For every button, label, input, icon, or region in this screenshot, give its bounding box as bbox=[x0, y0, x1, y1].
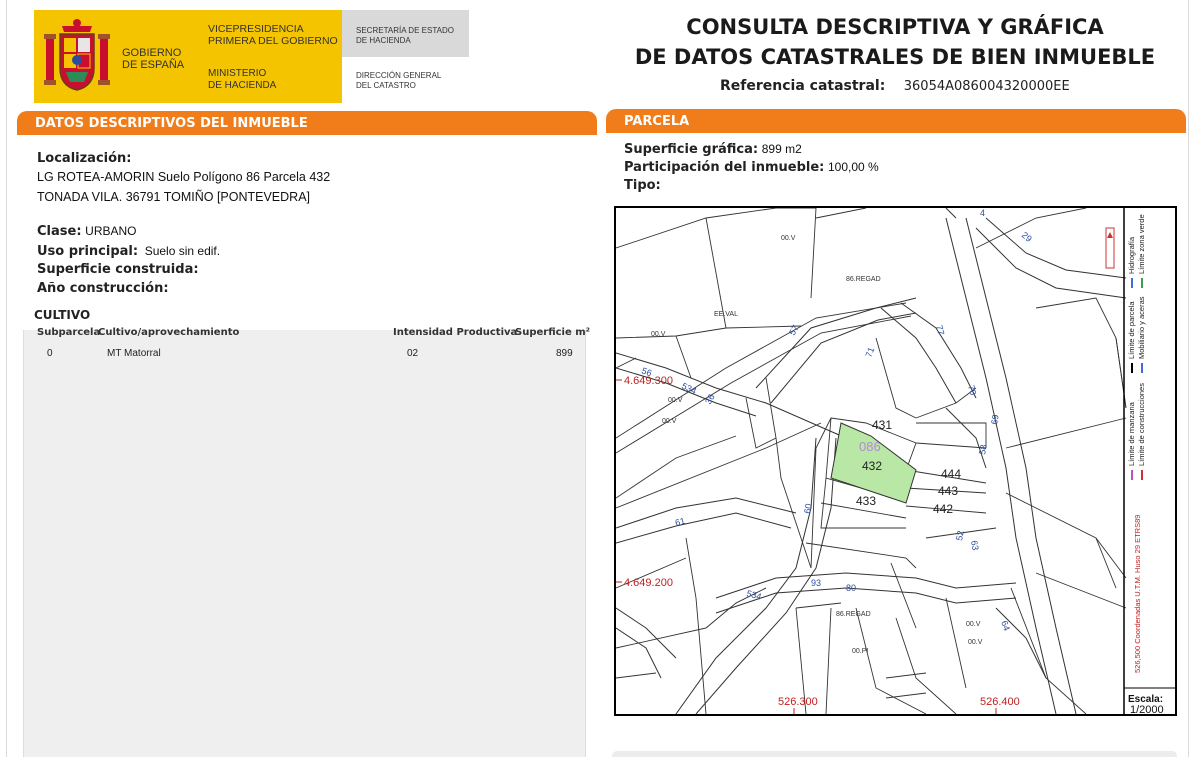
legend-limite-parcela: Límite de parcela bbox=[1127, 301, 1136, 359]
participacion-value: 100,00 % bbox=[827, 160, 879, 174]
parcel-443-label: 443 bbox=[938, 484, 959, 498]
road-label: 57 bbox=[787, 323, 801, 337]
landuse-label: 00.V bbox=[651, 331, 666, 338]
anio-construccion-label: Año construcción: bbox=[37, 281, 169, 296]
road-label: 71 bbox=[863, 345, 877, 359]
reference-row bbox=[720, 78, 1070, 94]
title-line1: CONSULTA DESCRIPTIVA Y GRÁFICA bbox=[686, 15, 1104, 39]
landuse-label: 00.V bbox=[968, 639, 983, 646]
coord-y-top: 4.649.300 bbox=[624, 375, 673, 387]
coat-of-arms-icon bbox=[44, 18, 110, 94]
clase-value: URBANO bbox=[85, 224, 137, 238]
direccion-line1: DIRECCIÓN GENERAL bbox=[356, 71, 442, 80]
right-page-border bbox=[1188, 0, 1189, 757]
vicepresidencia-line1: VICEPRESIDENCIA bbox=[208, 23, 304, 35]
localizacion-line1: LG ROTEA-AMORIN Suelo Polígono 86 Parcela 432 bbox=[37, 170, 331, 184]
road-label: 93 bbox=[811, 578, 822, 588]
road-label: 56 bbox=[640, 365, 654, 379]
clase-row bbox=[37, 223, 137, 239]
cultivo-title: CULTIVO bbox=[34, 308, 91, 322]
secretaria-line2: DE HACIENDA bbox=[356, 36, 411, 45]
road-label: 534 bbox=[745, 588, 763, 602]
road-label: 61 bbox=[673, 515, 687, 528]
legend-zona-verde: Límite zona verde bbox=[1137, 214, 1146, 274]
bottom-bar bbox=[612, 751, 1177, 757]
clase-label: Clase: bbox=[37, 224, 82, 239]
superficie-grafica-row bbox=[624, 141, 802, 157]
uso-label: Uso principal: bbox=[37, 244, 139, 259]
landuse-label: 00.V bbox=[668, 397, 683, 404]
parcel-432-label: 432 bbox=[862, 459, 883, 473]
road-label: 29 bbox=[1019, 229, 1034, 244]
uso-value: Suelo sin edif. bbox=[144, 244, 221, 258]
landuse-label: 86.REGAD bbox=[846, 276, 881, 283]
map-drawing bbox=[616, 208, 1175, 714]
landuse-label: 00.V bbox=[662, 418, 677, 425]
government-logo-block bbox=[34, 10, 469, 103]
road-label: 63 bbox=[969, 539, 981, 552]
page-title bbox=[600, 12, 1190, 72]
parcel-433-label: 433 bbox=[856, 494, 877, 508]
gobierno-line1: GOBIERNO bbox=[122, 47, 182, 59]
col-superficie: Superficie m² bbox=[515, 327, 591, 338]
landuse-label: 86.REGAD bbox=[836, 611, 871, 618]
reference-label: Referencia catastral: bbox=[720, 78, 886, 94]
road-label: 58 bbox=[977, 443, 989, 456]
ministerio-line1: MINISTERIO bbox=[208, 68, 267, 79]
road-label: 4 bbox=[980, 208, 986, 218]
col-cultivo: Cultivo/aprovechamiento bbox=[98, 327, 240, 338]
road-label: 80 bbox=[846, 583, 857, 593]
col-intensidad: Intensidad Productiva bbox=[393, 327, 518, 338]
row0-cultivo: MT Matorral bbox=[107, 348, 161, 359]
coord-x-left: 526.300 bbox=[778, 696, 818, 708]
col-subparcela: Subparcela bbox=[37, 327, 101, 338]
coord-x-right: 526.400 bbox=[980, 696, 1020, 708]
localizacion-line2: TONADA VILA. 36791 TOMIÑO [PONTEVEDRA] bbox=[37, 190, 311, 204]
coord-y-bottom: 4.649.200 bbox=[624, 577, 673, 589]
uso-row bbox=[37, 243, 220, 259]
scale-value: 1/2000 bbox=[1130, 704, 1164, 714]
parcel-444-label: 444 bbox=[941, 467, 962, 481]
parcel-442-label: 442 bbox=[933, 502, 954, 516]
title-line2: DE DATOS CATASTRALES DE BIEN INMUEBLE bbox=[634, 45, 1156, 69]
road-label: 60 bbox=[802, 502, 814, 515]
legend-utm: 526,500 Coordenadas U.T.M. Huso 29 ETRS89 bbox=[1133, 514, 1142, 673]
road-label: 69 bbox=[989, 413, 1001, 426]
left-page-border bbox=[6, 0, 7, 757]
parcela-section-header: PARCELA bbox=[606, 109, 1186, 133]
landuse-label: 00.V bbox=[966, 621, 981, 628]
road-label: 36 bbox=[703, 392, 717, 406]
localizacion-label: Localización: bbox=[37, 151, 132, 166]
road-label: 64 bbox=[999, 619, 1012, 633]
legend-mobiliario: Mobiliario y aceras bbox=[1137, 296, 1146, 359]
reference-value: 36054A086004320000EE bbox=[903, 79, 1070, 94]
road-label: 77 bbox=[934, 323, 947, 337]
landuse-label: 00.PI bbox=[852, 648, 869, 655]
participacion-label: Participación del inmueble: bbox=[624, 160, 825, 175]
vicepresidencia-line2: PRIMERA DEL GOBIERNO bbox=[208, 35, 338, 47]
cultivo-table-panel bbox=[23, 330, 586, 757]
gobierno-line2: DE ESPAÑA bbox=[122, 59, 185, 71]
road-label: 70 bbox=[966, 383, 979, 397]
row0-superficie: 899 bbox=[556, 348, 573, 359]
tipo-label: Tipo: bbox=[624, 178, 661, 193]
road-label: 52 bbox=[954, 529, 966, 542]
cadastral-map[interactable] bbox=[614, 206, 1177, 716]
legend-limite-manzana: Límite de manzana bbox=[1127, 402, 1136, 466]
legend-limite-construcciones: Límite de construcciones bbox=[1137, 383, 1146, 466]
row0-intensidad: 02 bbox=[407, 348, 419, 359]
direccion-line2: DEL CATASTRO bbox=[356, 81, 416, 90]
ministerio-line2: DE HACIENDA bbox=[208, 80, 277, 91]
landuse-label: 00.V bbox=[781, 235, 796, 242]
superficie-grafica-value: 899 m2 bbox=[761, 142, 802, 156]
participacion-row bbox=[624, 159, 879, 175]
superficie-construida-label: Superficie construida: bbox=[37, 262, 199, 277]
scale-label: Escala: bbox=[1128, 694, 1164, 705]
parcel-431-label: 431 bbox=[872, 418, 893, 432]
polygon-label: 086 bbox=[859, 439, 881, 454]
legend-hidrografia: Hidrografía bbox=[1127, 236, 1136, 274]
secretaria-line1: SECRETARÍA DE ESTADO bbox=[356, 26, 454, 35]
north-arrow-icon bbox=[1106, 228, 1114, 268]
row0-subparcela: 0 bbox=[47, 348, 53, 359]
road-label: 534 bbox=[680, 380, 699, 397]
landuse-label: EE.VAL bbox=[714, 311, 738, 318]
superficie-grafica-label: Superficie gráfica: bbox=[624, 142, 759, 157]
descriptive-section-header: DATOS DESCRIPTIVOS DEL INMUEBLE bbox=[17, 111, 597, 135]
